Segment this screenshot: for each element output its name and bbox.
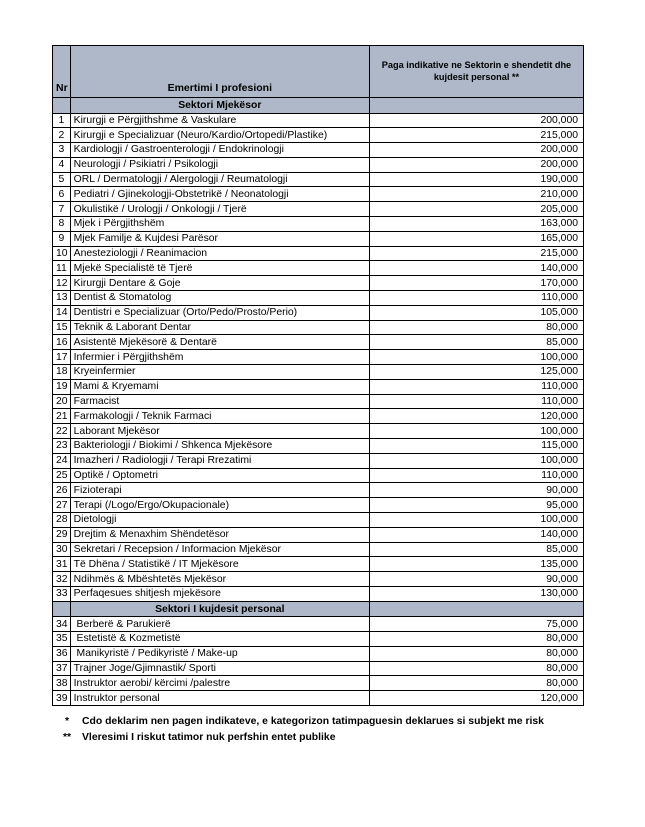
row-number: 32 bbox=[53, 572, 71, 587]
row-number: 11 bbox=[53, 261, 71, 276]
header-profession: Emertimi I profesioni bbox=[70, 46, 369, 98]
table-row bbox=[53, 691, 584, 706]
table-row bbox=[53, 291, 584, 306]
profession-name: Manikyristë / Pedikyristë / Make-up bbox=[70, 646, 369, 661]
table-row bbox=[53, 187, 584, 202]
profession-name: Dentistri e Specializuar (Orto/Pedo/Prosto/Perio) bbox=[70, 305, 369, 320]
salary-value: 200,000 bbox=[369, 157, 583, 172]
row-number: 12 bbox=[53, 276, 71, 291]
row-number: 17 bbox=[53, 350, 71, 365]
salary-value: 105,000 bbox=[369, 305, 583, 320]
row-number: 13 bbox=[53, 291, 71, 306]
table-row bbox=[53, 231, 584, 246]
table-row bbox=[53, 498, 584, 513]
profession-name: Farmakologji / Teknik Farmaci bbox=[70, 409, 369, 424]
salary-value: 170,000 bbox=[369, 276, 583, 291]
table-row bbox=[53, 468, 584, 483]
row-number: 22 bbox=[53, 424, 71, 439]
profession-name: Mjekë Specialistë të Tjerë bbox=[70, 261, 369, 276]
profession-name: Trajner Joge/Gjimnastik/ Sporti bbox=[70, 661, 369, 676]
salary-value: 100,000 bbox=[369, 513, 583, 528]
profession-name: Teknik & Laborant Dentar bbox=[70, 320, 369, 335]
table-row bbox=[53, 379, 584, 394]
row-number: 10 bbox=[53, 246, 71, 261]
row-number: 1 bbox=[53, 113, 71, 128]
salary-value: 80,000 bbox=[369, 632, 583, 647]
profession-name: Optikë / Optometri bbox=[70, 468, 369, 483]
table-row bbox=[53, 587, 584, 602]
row-number: 14 bbox=[53, 305, 71, 320]
salary-value: 90,000 bbox=[369, 483, 583, 498]
profession-name: Kirurgji e Përgjithshme & Vaskulare bbox=[70, 113, 369, 128]
table-row bbox=[53, 676, 584, 691]
salary-value: 110,000 bbox=[369, 468, 583, 483]
row-number: 19 bbox=[53, 379, 71, 394]
salary-value: 85,000 bbox=[369, 335, 583, 350]
table-row bbox=[53, 320, 584, 335]
row-number: 21 bbox=[53, 409, 71, 424]
salary-value: 100,000 bbox=[369, 350, 583, 365]
salary-value: 135,000 bbox=[369, 557, 583, 572]
salary-value: 110,000 bbox=[369, 291, 583, 306]
table-row bbox=[53, 246, 584, 261]
profession-name: Anesteziologji / Reanimacion bbox=[70, 246, 369, 261]
footnote-marker: ** bbox=[62, 731, 72, 743]
section-value-cell bbox=[369, 98, 583, 114]
profession-name: Imazheri / Radiologji / Terapi Rrezatimi bbox=[70, 453, 369, 468]
row-number: 38 bbox=[53, 676, 71, 691]
row-number: 35 bbox=[53, 632, 71, 647]
salary-value: 90,000 bbox=[369, 572, 583, 587]
salary-value: 140,000 bbox=[369, 527, 583, 542]
salary-value: 80,000 bbox=[369, 661, 583, 676]
profession-name: Infermier i Përgjithshëm bbox=[70, 350, 369, 365]
profession-name: Mjek Familje & Kujdesi Parësor bbox=[70, 231, 369, 246]
table-row bbox=[53, 202, 584, 217]
profession-name: Estetistë & Kozmetistë bbox=[70, 632, 369, 647]
section-header-row bbox=[53, 601, 584, 617]
profession-name: Kryeinfermier bbox=[70, 365, 369, 380]
table-row bbox=[53, 335, 584, 350]
table-row bbox=[53, 113, 584, 128]
footnote-text: Vleresimi I riskut tatimor nuk perfshin entet publike bbox=[82, 731, 336, 743]
profession-name: Mami & Kryemami bbox=[70, 379, 369, 394]
section-nr-cell bbox=[53, 98, 71, 114]
section-title: Sektori Mjekësor bbox=[70, 98, 369, 114]
profession-name: Neurologji / Psikiatri / Psikologji bbox=[70, 157, 369, 172]
salary-value: 85,000 bbox=[369, 542, 583, 557]
table-row bbox=[53, 453, 584, 468]
salary-value: 205,000 bbox=[369, 202, 583, 217]
row-number: 7 bbox=[53, 202, 71, 217]
table-row bbox=[53, 143, 584, 158]
profession-name: Laborant Mjekësor bbox=[70, 424, 369, 439]
salary-value: 210,000 bbox=[369, 187, 583, 202]
row-number: 9 bbox=[53, 231, 71, 246]
table-row bbox=[53, 350, 584, 365]
table-row bbox=[53, 157, 584, 172]
row-number: 30 bbox=[53, 542, 71, 557]
row-number: 37 bbox=[53, 661, 71, 676]
table-body bbox=[53, 98, 584, 706]
row-number: 31 bbox=[53, 557, 71, 572]
salary-value: 200,000 bbox=[369, 113, 583, 128]
table-row bbox=[53, 276, 584, 291]
profession-name: Berberë & Parukierë bbox=[70, 617, 369, 632]
table-row bbox=[53, 439, 584, 454]
table-row bbox=[53, 305, 584, 320]
section-title: Sektori I kujdesit personal bbox=[70, 601, 369, 617]
row-number: 2 bbox=[53, 128, 71, 143]
table-row bbox=[53, 632, 584, 647]
table-header-row bbox=[53, 46, 584, 98]
profession-name: Sekretari / Recepsion / Informacion Mjekësor bbox=[70, 542, 369, 557]
row-number: 3 bbox=[53, 143, 71, 158]
footnote-text: Cdo deklarim nen pagen indikateve, e kategorizon tatimpaguesin deklarues si subjekt me risk bbox=[82, 715, 544, 727]
footnote bbox=[52, 729, 544, 745]
header-nr: Nr bbox=[53, 46, 71, 98]
salary-value: 125,000 bbox=[369, 365, 583, 380]
section-value-cell bbox=[369, 601, 583, 617]
table-row bbox=[53, 557, 584, 572]
profession-name: Perfaqesues shitjesh mjekësore bbox=[70, 587, 369, 602]
section-nr-cell bbox=[53, 601, 71, 617]
row-number: 25 bbox=[53, 468, 71, 483]
profession-name: Dietologji bbox=[70, 513, 369, 528]
table-row bbox=[53, 513, 584, 528]
table-row bbox=[53, 617, 584, 632]
salary-value: 215,000 bbox=[369, 128, 583, 143]
table-row bbox=[53, 172, 584, 187]
table-row bbox=[53, 394, 584, 409]
salary-value: 110,000 bbox=[369, 394, 583, 409]
salary-value: 80,000 bbox=[369, 320, 583, 335]
table-row bbox=[53, 527, 584, 542]
row-number: 33 bbox=[53, 587, 71, 602]
row-number: 26 bbox=[53, 483, 71, 498]
table-row bbox=[53, 483, 584, 498]
footnote-marker: * bbox=[64, 715, 70, 727]
salary-value: 75,000 bbox=[369, 617, 583, 632]
profession-name: Të Dhëna / Statistikë / IT Mjekësore bbox=[70, 557, 369, 572]
salary-value: 130,000 bbox=[369, 587, 583, 602]
row-number: 34 bbox=[53, 617, 71, 632]
salary-value: 140,000 bbox=[369, 261, 583, 276]
row-number: 29 bbox=[53, 527, 71, 542]
row-number: 5 bbox=[53, 172, 71, 187]
salary-value: 190,000 bbox=[369, 172, 583, 187]
table-row bbox=[53, 424, 584, 439]
row-number: 15 bbox=[53, 320, 71, 335]
salary-value: 115,000 bbox=[369, 439, 583, 454]
table-row bbox=[53, 542, 584, 557]
profession-name: Drejtim & Menaxhim Shëndetësor bbox=[70, 527, 369, 542]
profession-name: Farmacist bbox=[70, 394, 369, 409]
salary-value: 80,000 bbox=[369, 646, 583, 661]
row-number: 23 bbox=[53, 439, 71, 454]
profession-name: Instruktor aerobi/ kërcimi /palestre bbox=[70, 676, 369, 691]
profession-name: Fizioterapi bbox=[70, 483, 369, 498]
salary-value: 215,000 bbox=[369, 246, 583, 261]
salary-value: 165,000 bbox=[369, 231, 583, 246]
profession-name: Dentist & Stomatolog bbox=[70, 291, 369, 306]
salary-value: 120,000 bbox=[369, 691, 583, 706]
row-number: 36 bbox=[53, 646, 71, 661]
row-number: 4 bbox=[53, 157, 71, 172]
section-header-row bbox=[53, 98, 584, 114]
profession-name: Ndihmës & Mbështetës Mjekësor bbox=[70, 572, 369, 587]
profession-name: Bakteriologji / Biokimi / Shkenca Mjekësore bbox=[70, 439, 369, 454]
salary-value: 100,000 bbox=[369, 424, 583, 439]
profession-name: Okulistikë / Urologji / Onkologji / Tjerë bbox=[70, 202, 369, 217]
profession-name: Kirurgji e Specializuar (Neuro/Kardio/Ortopedi/Plastike) bbox=[70, 128, 369, 143]
row-number: 39 bbox=[53, 691, 71, 706]
table-row bbox=[53, 646, 584, 661]
profession-name: Asistentë Mjekësorë & Dentarë bbox=[70, 335, 369, 350]
row-number: 24 bbox=[53, 453, 71, 468]
row-number: 6 bbox=[53, 187, 71, 202]
table-row bbox=[53, 128, 584, 143]
salary-value: 163,000 bbox=[369, 217, 583, 232]
salary-value: 100,000 bbox=[369, 453, 583, 468]
row-number: 27 bbox=[53, 498, 71, 513]
salary-table bbox=[52, 45, 584, 706]
table-row bbox=[53, 365, 584, 380]
row-number: 20 bbox=[53, 394, 71, 409]
row-number: 18 bbox=[53, 365, 71, 380]
profession-name: ORL / Dermatologji / Alergologji / Reumatologji bbox=[70, 172, 369, 187]
salary-value: 120,000 bbox=[369, 409, 583, 424]
salary-value: 110,000 bbox=[369, 379, 583, 394]
footnotes bbox=[52, 713, 544, 745]
profession-name: Kirurgji Dentare & Goje bbox=[70, 276, 369, 291]
salary-value: 80,000 bbox=[369, 676, 583, 691]
table-row bbox=[53, 409, 584, 424]
row-number: 28 bbox=[53, 513, 71, 528]
header-indicative-salary: Paga indikative ne Sektorin e shendetit dhe kujdesit personal ** bbox=[369, 46, 583, 98]
profession-name: Pediatri / Gjinekologji-Obstetrikë / Neonatologji bbox=[70, 187, 369, 202]
profession-name: Terapi (/Logo/Ergo/Okupacionale) bbox=[70, 498, 369, 513]
profession-name: Kardiologji / Gastroenterologji / Endokrinologji bbox=[70, 143, 369, 158]
footnote bbox=[52, 713, 544, 729]
table-row bbox=[53, 217, 584, 232]
profession-name: Instruktor personal bbox=[70, 691, 369, 706]
salary-value: 200,000 bbox=[369, 143, 583, 158]
salary-value: 95,000 bbox=[369, 498, 583, 513]
table-row bbox=[53, 261, 584, 276]
table-row bbox=[53, 661, 584, 676]
row-number: 16 bbox=[53, 335, 71, 350]
profession-name: Mjek i Përgjithshëm bbox=[70, 217, 369, 232]
table-row bbox=[53, 572, 584, 587]
row-number: 8 bbox=[53, 217, 71, 232]
